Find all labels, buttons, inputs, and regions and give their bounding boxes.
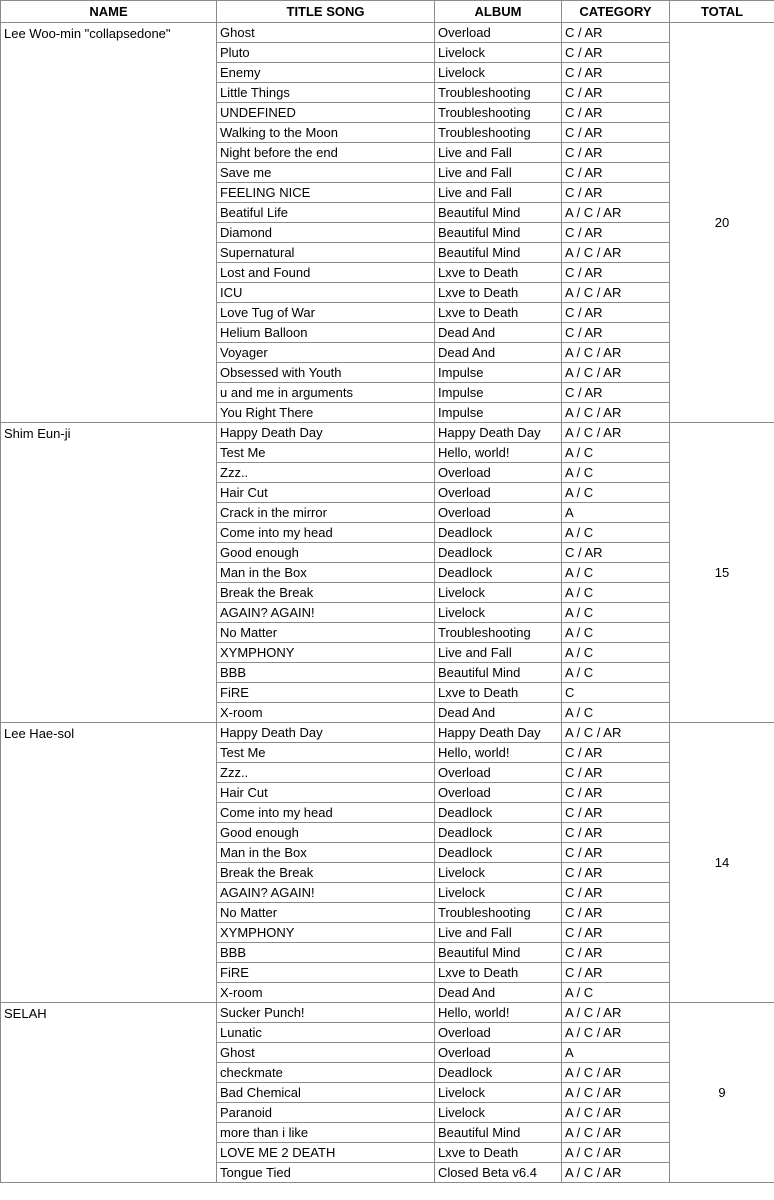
title-song-cell: Voyager <box>217 343 435 363</box>
category-cell: C <box>562 683 670 703</box>
category-cell: A / C <box>562 663 670 683</box>
album-cell: Dead And <box>435 703 562 723</box>
title-song-cell: Night before the end <box>217 143 435 163</box>
category-cell: A <box>562 503 670 523</box>
title-song-cell: Break the Break <box>217 863 435 883</box>
album-cell: Livelock <box>435 1103 562 1123</box>
category-cell: C / AR <box>562 843 670 863</box>
header-title-song: TITLE SONG <box>217 1 435 23</box>
title-song-cell: FiRE <box>217 683 435 703</box>
album-cell: Overload <box>435 483 562 503</box>
table-body <box>1 23 774 1183</box>
artist-name-cell: SELAH <box>1 1003 217 1183</box>
category-cell: A / C <box>562 623 670 643</box>
category-cell: A / C <box>562 483 670 503</box>
category-cell: A / C <box>562 983 670 1003</box>
category-cell: A / C / AR <box>562 403 670 423</box>
title-song-cell: Sucker Punch! <box>217 1003 435 1023</box>
category-cell: A / C / AR <box>562 1063 670 1083</box>
table-row <box>1 23 774 43</box>
title-song-cell: Come into my head <box>217 523 435 543</box>
album-cell: Hello, world! <box>435 1003 562 1023</box>
category-cell: C / AR <box>562 23 670 43</box>
category-cell: A / C <box>562 443 670 463</box>
title-song-cell: Lost and Found <box>217 263 435 283</box>
category-cell: C / AR <box>562 383 670 403</box>
table-row <box>1 1003 774 1023</box>
category-cell: A / C / AR <box>562 1163 670 1183</box>
album-cell: Deadlock <box>435 843 562 863</box>
category-cell: A / C <box>562 523 670 543</box>
album-cell: Beautiful Mind <box>435 663 562 683</box>
title-song-cell: UNDEFINED <box>217 103 435 123</box>
title-song-cell: u and me in arguments <box>217 383 435 403</box>
header-album: ALBUM <box>435 1 562 23</box>
category-cell: C / AR <box>562 923 670 943</box>
album-cell: Hello, world! <box>435 443 562 463</box>
title-song-cell: Lunatic <box>217 1023 435 1043</box>
album-cell: Live and Fall <box>435 183 562 203</box>
album-cell: Troubleshooting <box>435 623 562 643</box>
artist-name-cell: Shim Eun-ji <box>1 423 217 723</box>
title-song-cell: Little Things <box>217 83 435 103</box>
album-cell: Closed Beta v6.4 <box>435 1163 562 1183</box>
category-cell: A / C / AR <box>562 203 670 223</box>
category-cell: A / C <box>562 463 670 483</box>
album-cell: Overload <box>435 503 562 523</box>
album-cell: Overload <box>435 1043 562 1063</box>
category-cell: A / C / AR <box>562 363 670 383</box>
category-cell: C / AR <box>562 163 670 183</box>
album-cell: Livelock <box>435 583 562 603</box>
category-cell: A / C / AR <box>562 1003 670 1023</box>
category-cell: C / AR <box>562 963 670 983</box>
category-cell: A <box>562 1043 670 1063</box>
title-song-cell: You Right There <box>217 403 435 423</box>
album-cell: Impulse <box>435 363 562 383</box>
category-cell: C / AR <box>562 763 670 783</box>
category-cell: A / C <box>562 603 670 623</box>
title-song-cell: Hair Cut <box>217 483 435 503</box>
album-cell: Deadlock <box>435 803 562 823</box>
category-cell: A / C <box>562 703 670 723</box>
album-cell: Livelock <box>435 883 562 903</box>
category-cell: A / C / AR <box>562 343 670 363</box>
category-cell: C / AR <box>562 943 670 963</box>
category-cell: A / C <box>562 583 670 603</box>
category-cell: A / C / AR <box>562 1123 670 1143</box>
album-cell: Dead And <box>435 983 562 1003</box>
album-cell: Beautiful Mind <box>435 223 562 243</box>
category-cell: A / C <box>562 563 670 583</box>
table-row <box>1 723 774 743</box>
album-cell: Livelock <box>435 863 562 883</box>
title-song-cell: Happy Death Day <box>217 423 435 443</box>
title-song-cell: Man in the Box <box>217 563 435 583</box>
title-song-cell: Supernatural <box>217 243 435 263</box>
title-song-cell: Good enough <box>217 823 435 843</box>
category-cell: C / AR <box>562 263 670 283</box>
album-cell: Deadlock <box>435 543 562 563</box>
album-cell: Impulse <box>435 383 562 403</box>
album-cell: Beautiful Mind <box>435 203 562 223</box>
title-song-cell: BBB <box>217 943 435 963</box>
album-cell: Deadlock <box>435 523 562 543</box>
title-song-cell: XYMPHONY <box>217 643 435 663</box>
title-song-cell: AGAIN? AGAIN! <box>217 883 435 903</box>
category-cell: C / AR <box>562 783 670 803</box>
album-cell: Troubleshooting <box>435 903 562 923</box>
category-cell: A / C / AR <box>562 423 670 443</box>
category-cell: C / AR <box>562 883 670 903</box>
title-song-cell: Zzz.. <box>217 463 435 483</box>
album-cell: Overload <box>435 23 562 43</box>
title-song-cell: Diamond <box>217 223 435 243</box>
album-cell: Livelock <box>435 603 562 623</box>
album-cell: Happy Death Day <box>435 723 562 743</box>
title-song-cell: Test Me <box>217 443 435 463</box>
table-header <box>1 1 774 23</box>
title-song-cell: FiRE <box>217 963 435 983</box>
album-cell: Beautiful Mind <box>435 1123 562 1143</box>
category-cell: A / C <box>562 643 670 663</box>
album-cell: Live and Fall <box>435 163 562 183</box>
album-cell: Livelock <box>435 63 562 83</box>
total-cell: 14 <box>670 723 774 1003</box>
category-cell: C / AR <box>562 823 670 843</box>
album-cell: Troubleshooting <box>435 83 562 103</box>
category-cell: C / AR <box>562 123 670 143</box>
title-song-cell: Man in the Box <box>217 843 435 863</box>
album-cell: Lxve to Death <box>435 263 562 283</box>
album-cell: Deadlock <box>435 1063 562 1083</box>
title-song-cell: ICU <box>217 283 435 303</box>
category-cell: C / AR <box>562 803 670 823</box>
category-cell: C / AR <box>562 223 670 243</box>
title-song-cell: Zzz.. <box>217 763 435 783</box>
category-cell: C / AR <box>562 83 670 103</box>
total-cell: 20 <box>670 23 774 423</box>
title-song-cell: Bad Chemical <box>217 1083 435 1103</box>
album-cell: Overload <box>435 1023 562 1043</box>
title-song-cell: Love Tug of War <box>217 303 435 323</box>
category-cell: C / AR <box>562 103 670 123</box>
category-cell: C / AR <box>562 543 670 563</box>
title-song-cell: XYMPHONY <box>217 923 435 943</box>
album-cell: Livelock <box>435 43 562 63</box>
title-song-cell: Enemy <box>217 63 435 83</box>
category-cell: A / C / AR <box>562 1023 670 1043</box>
title-song-cell: No Matter <box>217 903 435 923</box>
album-cell: Deadlock <box>435 823 562 843</box>
category-cell: C / AR <box>562 43 670 63</box>
album-cell: Deadlock <box>435 563 562 583</box>
title-song-cell: Walking to the Moon <box>217 123 435 143</box>
album-cell: Overload <box>435 463 562 483</box>
header-name: NAME <box>1 1 217 23</box>
album-cell: Troubleshooting <box>435 103 562 123</box>
category-cell: A / C / AR <box>562 243 670 263</box>
title-song-cell: Ghost <box>217 23 435 43</box>
album-cell: Hello, world! <box>435 743 562 763</box>
title-song-cell: Good enough <box>217 543 435 563</box>
album-cell: Dead And <box>435 343 562 363</box>
category-cell: C / AR <box>562 903 670 923</box>
title-song-cell: Beatiful Life <box>217 203 435 223</box>
title-song-cell: more than i like <box>217 1123 435 1143</box>
title-song-cell: BBB <box>217 663 435 683</box>
title-song-cell: Test Me <box>217 743 435 763</box>
header-total: TOTAL <box>670 1 774 23</box>
album-cell: Lxve to Death <box>435 963 562 983</box>
title-song-cell: X-room <box>217 703 435 723</box>
title-song-cell: Ghost <box>217 1043 435 1063</box>
title-song-cell: Crack in the mirror <box>217 503 435 523</box>
album-cell: Live and Fall <box>435 143 562 163</box>
album-cell: Live and Fall <box>435 923 562 943</box>
category-cell: C / AR <box>562 303 670 323</box>
album-cell: Lxve to Death <box>435 1143 562 1163</box>
artist-name-cell: Lee Woo-min "collapsedone" <box>1 23 217 423</box>
header-category: CATEGORY <box>562 1 670 23</box>
album-cell: Lxve to Death <box>435 683 562 703</box>
total-cell: 15 <box>670 423 774 723</box>
category-cell: C / AR <box>562 323 670 343</box>
artist-name-cell: Lee Hae-sol <box>1 723 217 1003</box>
title-song-cell: Come into my head <box>217 803 435 823</box>
album-cell: Beautiful Mind <box>435 243 562 263</box>
album-cell: Overload <box>435 783 562 803</box>
title-song-cell: Helium Balloon <box>217 323 435 343</box>
category-cell: C / AR <box>562 863 670 883</box>
title-song-cell: Paranoid <box>217 1103 435 1123</box>
title-song-cell: Save me <box>217 163 435 183</box>
title-song-cell: checkmate <box>217 1063 435 1083</box>
title-song-cell: Tongue Tied <box>217 1163 435 1183</box>
category-cell: C / AR <box>562 183 670 203</box>
title-song-cell: Break the Break <box>217 583 435 603</box>
album-cell: Overload <box>435 763 562 783</box>
album-cell: Happy Death Day <box>435 423 562 443</box>
category-cell: A / C / AR <box>562 723 670 743</box>
category-cell: A / C / AR <box>562 1083 670 1103</box>
album-cell: Lxve to Death <box>435 303 562 323</box>
category-cell: C / AR <box>562 743 670 763</box>
table-row <box>1 423 774 443</box>
category-cell: C / AR <box>562 143 670 163</box>
title-song-cell: LOVE ME 2 DEATH <box>217 1143 435 1163</box>
category-cell: A / C / AR <box>562 283 670 303</box>
album-cell: Beautiful Mind <box>435 943 562 963</box>
category-cell: A / C / AR <box>562 1103 670 1123</box>
title-song-cell: Happy Death Day <box>217 723 435 743</box>
title-song-cell: FEELING NICE <box>217 183 435 203</box>
category-cell: A / C / AR <box>562 1143 670 1163</box>
title-song-cell: Hair Cut <box>217 783 435 803</box>
album-cell: Live and Fall <box>435 643 562 663</box>
album-cell: Lxve to Death <box>435 283 562 303</box>
album-cell: Impulse <box>435 403 562 423</box>
title-song-cell: X-room <box>217 983 435 1003</box>
title-song-cell: No Matter <box>217 623 435 643</box>
total-cell: 9 <box>670 1003 774 1183</box>
category-cell: C / AR <box>562 63 670 83</box>
album-cell: Dead And <box>435 323 562 343</box>
album-cell: Troubleshooting <box>435 123 562 143</box>
header-row <box>1 1 774 23</box>
title-song-cell: Obsessed with Youth <box>217 363 435 383</box>
album-cell: Livelock <box>435 1083 562 1103</box>
title-song-cell: Pluto <box>217 43 435 63</box>
title-song-cell: AGAIN? AGAIN! <box>217 603 435 623</box>
